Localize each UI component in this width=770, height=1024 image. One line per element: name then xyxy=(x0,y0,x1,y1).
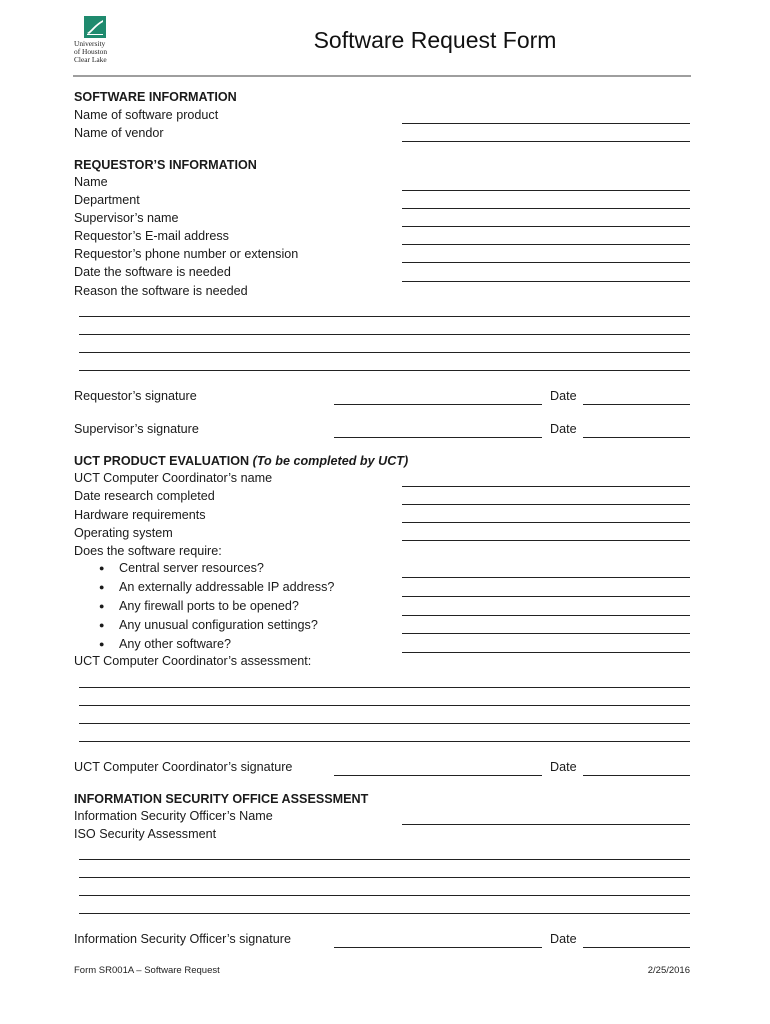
field-label: Reason the software is needed xyxy=(74,284,248,298)
configuration-settings-field[interactable] xyxy=(402,633,690,634)
bullet-icon: ● xyxy=(99,601,105,611)
reason-line[interactable] xyxy=(79,316,690,317)
date-label: Date xyxy=(550,760,577,774)
requirement-item: An externally addressable IP address? xyxy=(119,580,335,594)
uhcl-logo-icon xyxy=(84,16,106,38)
field-label: Supervisor’s name xyxy=(74,211,179,225)
supervisor-signature-field[interactable] xyxy=(334,437,542,438)
hardware-requirements-field[interactable] xyxy=(402,522,690,523)
date-needed-field[interactable] xyxy=(402,281,690,282)
software-info-heading: SOFTWARE INFORMATION xyxy=(74,90,237,104)
supervisor-date-field[interactable] xyxy=(583,437,690,438)
assessment-line[interactable] xyxy=(79,741,690,742)
reason-line[interactable] xyxy=(79,334,690,335)
field-label: Name of software product xyxy=(74,108,219,122)
research-date-field[interactable] xyxy=(402,504,690,505)
requirement-item: Central server resources? xyxy=(119,561,264,575)
field-label: Operating system xyxy=(74,526,173,540)
assessment-line[interactable] xyxy=(79,723,690,724)
footer-date: 2/25/2016 xyxy=(647,965,690,976)
field-label: Department xyxy=(74,193,140,207)
bullet-icon: ● xyxy=(99,639,105,649)
coordinator-name-field[interactable] xyxy=(402,486,690,487)
coordinator-signature-label: UCT Computer Coordinator’s signature xyxy=(74,760,293,774)
footer-form-id: Form SR001A – Software Request xyxy=(74,965,220,976)
department-field[interactable] xyxy=(402,208,690,209)
ip-address-field[interactable] xyxy=(402,596,690,597)
firewall-ports-field[interactable] xyxy=(402,615,690,616)
supervisor-name-field[interactable] xyxy=(402,226,690,227)
iso-assessment-line[interactable] xyxy=(79,877,690,878)
security-officer-name-field[interactable] xyxy=(402,824,690,825)
date-label: Date xyxy=(550,422,577,436)
field-label: UCT Computer Coordinator’s name xyxy=(74,471,273,485)
requestor-name-field[interactable] xyxy=(402,190,690,191)
vendor-name-field[interactable] xyxy=(402,141,690,142)
requestor-info-heading: REQUESTOR’S INFORMATION xyxy=(74,158,257,172)
phone-field[interactable] xyxy=(402,262,690,263)
field-label: Requestor’s phone number or extension xyxy=(74,247,299,261)
security-officer-signature-field[interactable] xyxy=(334,947,542,948)
iso-assessment-line[interactable] xyxy=(79,859,690,860)
iso-assessment-heading: INFORMATION SECURITY OFFICE ASSESSMENT xyxy=(74,792,369,806)
iso-assessment-line[interactable] xyxy=(79,913,690,914)
requestor-signature-field[interactable] xyxy=(334,404,542,405)
supervisor-signature-label: Supervisor’s signature xyxy=(74,422,199,436)
server-resources-field[interactable] xyxy=(402,577,690,578)
bullet-icon: ● xyxy=(99,620,105,630)
reason-line[interactable] xyxy=(79,370,690,371)
university-logo xyxy=(74,16,116,70)
assessment-line[interactable] xyxy=(79,687,690,688)
requirement-item: Any firewall ports to be opened? xyxy=(119,599,299,613)
requestor-signature-label: Requestor’s signature xyxy=(74,389,197,403)
form-title: Software Request Form xyxy=(313,27,557,53)
reason-line[interactable] xyxy=(79,352,690,353)
logo-line: Clear Lake xyxy=(74,54,107,64)
iso-assessment-line[interactable] xyxy=(79,895,690,896)
logo-line: of Houston xyxy=(74,46,108,56)
security-officer-date-field[interactable] xyxy=(583,947,690,948)
bullet-icon: ● xyxy=(99,563,105,573)
coordinator-signature-field[interactable] xyxy=(334,775,542,776)
uct-evaluation-heading xyxy=(74,454,408,469)
requestor-date-field[interactable] xyxy=(583,404,690,405)
field-label: Name of vendor xyxy=(74,126,164,140)
field-label: Does the software require: xyxy=(74,544,222,558)
field-label: Date the software is needed xyxy=(74,265,231,279)
security-officer-signature-label: Information Security Officer’s signature xyxy=(74,932,291,946)
date-label: Date xyxy=(550,389,577,403)
field-label: Name xyxy=(74,175,108,189)
bullet-icon: ● xyxy=(99,582,105,592)
field-label: Requestor’s E-mail address xyxy=(74,229,229,243)
other-software-field[interactable] xyxy=(402,652,690,653)
email-field[interactable] xyxy=(402,244,690,245)
coordinator-date-field[interactable] xyxy=(583,775,690,776)
requirement-item: Any other software? xyxy=(119,637,232,651)
assessment-label: UCT Computer Coordinator’s assessment: xyxy=(74,654,312,668)
logo-wordmark xyxy=(74,40,122,63)
software-name-field[interactable] xyxy=(402,123,690,124)
header-divider xyxy=(73,75,691,77)
field-label: Date research completed xyxy=(74,489,215,503)
operating-system-field[interactable] xyxy=(402,540,690,541)
requirement-item: Any unusual configuration settings? xyxy=(119,618,318,632)
uct-heading-text: UCT PRODUCT EVALUATION xyxy=(74,454,250,468)
uct-heading-note: (To be completed by UCT) xyxy=(252,454,409,468)
field-label: Hardware requirements xyxy=(74,508,206,522)
field-label: ISO Security Assessment xyxy=(74,827,217,841)
assessment-line[interactable] xyxy=(79,705,690,706)
date-label: Date xyxy=(550,932,577,946)
logo-line: University xyxy=(74,39,106,48)
field-label: Information Security Officer’s Name xyxy=(74,809,273,823)
